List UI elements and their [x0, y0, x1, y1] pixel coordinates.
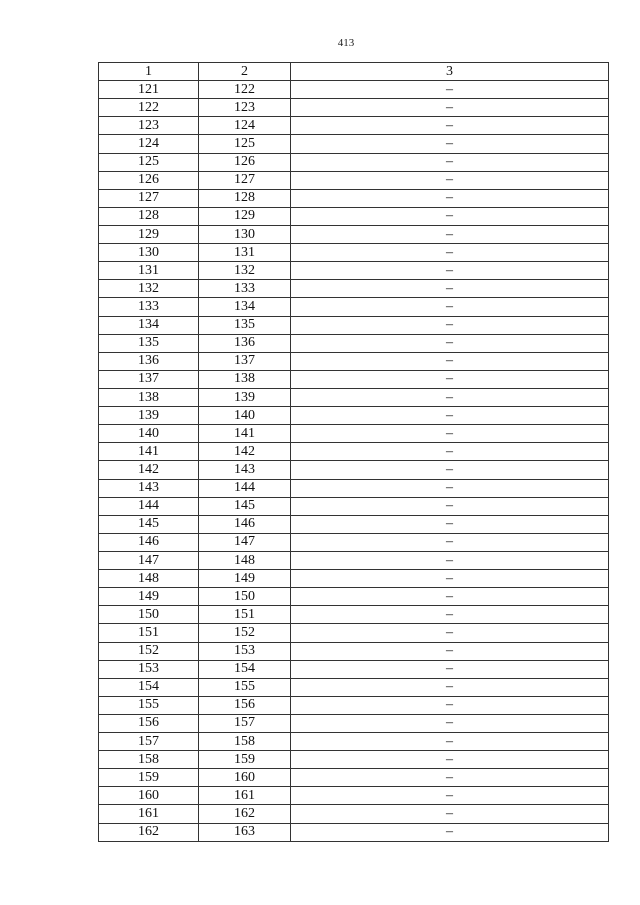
table-cell-col-2: 134	[199, 298, 291, 316]
table-cell-col-1: 148	[99, 570, 199, 588]
table-cell-col-3: –	[291, 479, 609, 497]
table-cell-col-1: 122	[99, 99, 199, 117]
table-row	[99, 787, 609, 805]
table-cell-col-2: 156	[199, 696, 291, 714]
table-cell-col-1: 152	[99, 642, 199, 660]
table-cell-col-1: 141	[99, 443, 199, 461]
table-cell-col-2: 145	[199, 497, 291, 515]
table-row	[99, 425, 609, 443]
column-header-1: 1	[99, 63, 199, 81]
table-cell-col-2: 128	[199, 189, 291, 207]
table-row	[99, 624, 609, 642]
table-cell-col-1: 142	[99, 461, 199, 479]
table-cell-col-3: –	[291, 298, 609, 316]
table-cell-col-3: –	[291, 425, 609, 443]
table-cell-col-3: –	[291, 751, 609, 769]
table-cell-col-3: –	[291, 805, 609, 823]
table-cell-col-1: 140	[99, 425, 199, 443]
table-cell-col-3: –	[291, 660, 609, 678]
table-row	[99, 515, 609, 533]
table-cell-col-3: –	[291, 733, 609, 751]
data-table	[98, 62, 609, 842]
table-cell-col-3: –	[291, 117, 609, 135]
table-cell-col-2: 146	[199, 515, 291, 533]
table-row	[99, 660, 609, 678]
table-cell-col-3: –	[291, 81, 609, 99]
table-cell-col-3: –	[291, 714, 609, 732]
table-cell-col-1: 155	[99, 696, 199, 714]
table-row	[99, 678, 609, 696]
table-cell-col-3: –	[291, 316, 609, 334]
table-cell-col-2: 127	[199, 171, 291, 189]
table-cell-col-1: 157	[99, 733, 199, 751]
table-cell-col-1: 130	[99, 244, 199, 262]
table-cell-col-1: 121	[99, 81, 199, 99]
table-cell-col-3: –	[291, 533, 609, 551]
table-row	[99, 805, 609, 823]
table-cell-col-2: 152	[199, 624, 291, 642]
table-cell-col-2: 150	[199, 588, 291, 606]
table-row	[99, 407, 609, 425]
table-cell-col-2: 123	[199, 99, 291, 117]
table-cell-col-1: 124	[99, 135, 199, 153]
table-cell-col-1: 138	[99, 388, 199, 406]
table-cell-col-1: 160	[99, 787, 199, 805]
table-cell-col-3: –	[291, 642, 609, 660]
table-row	[99, 81, 609, 99]
table-cell-col-1: 158	[99, 751, 199, 769]
table-cell-col-2: 143	[199, 461, 291, 479]
table-cell-col-2: 157	[199, 714, 291, 732]
table-cell-col-3: –	[291, 370, 609, 388]
table-cell-col-1: 123	[99, 117, 199, 135]
table-cell-col-3: –	[291, 352, 609, 370]
table-row	[99, 352, 609, 370]
table-cell-col-3: –	[291, 678, 609, 696]
table-row	[99, 479, 609, 497]
table-row	[99, 370, 609, 388]
table-row	[99, 388, 609, 406]
table-cell-col-1: 153	[99, 660, 199, 678]
table-cell-col-3: –	[291, 823, 609, 841]
table-cell-col-1: 150	[99, 606, 199, 624]
table-cell-col-2: 125	[199, 135, 291, 153]
table-cell-col-1: 162	[99, 823, 199, 841]
table-row	[99, 714, 609, 732]
table-row	[99, 244, 609, 262]
table-cell-col-3: –	[291, 443, 609, 461]
table-row	[99, 225, 609, 243]
table-row	[99, 280, 609, 298]
table-row	[99, 570, 609, 588]
table-cell-col-3: –	[291, 461, 609, 479]
table-cell-col-2: 137	[199, 352, 291, 370]
table-cell-col-2: 159	[199, 751, 291, 769]
table-cell-col-1: 127	[99, 189, 199, 207]
table-cell-col-3: –	[291, 515, 609, 533]
table-cell-col-1: 132	[99, 280, 199, 298]
table-row	[99, 533, 609, 551]
table-cell-col-3: –	[291, 99, 609, 117]
table-cell-col-1: 135	[99, 334, 199, 352]
table-cell-col-3: –	[291, 551, 609, 569]
table-row	[99, 642, 609, 660]
table-cell-col-2: 153	[199, 642, 291, 660]
table-cell-col-2: 124	[199, 117, 291, 135]
table-header-row	[99, 63, 609, 81]
table-cell-col-3: –	[291, 334, 609, 352]
table-row	[99, 751, 609, 769]
table-row	[99, 171, 609, 189]
table-cell-col-1: 137	[99, 370, 199, 388]
table-cell-col-2: 147	[199, 533, 291, 551]
table-cell-col-1: 146	[99, 533, 199, 551]
table-cell-col-3: –	[291, 207, 609, 225]
table-cell-col-2: 155	[199, 678, 291, 696]
table-row	[99, 588, 609, 606]
table-row	[99, 733, 609, 751]
table-cell-col-2: 162	[199, 805, 291, 823]
table-cell-col-1: 139	[99, 407, 199, 425]
table-cell-col-2: 163	[199, 823, 291, 841]
table-cell-col-1: 149	[99, 588, 199, 606]
table-cell-col-2: 130	[199, 225, 291, 243]
table-cell-col-1: 145	[99, 515, 199, 533]
table-cell-col-2: 149	[199, 570, 291, 588]
table-row	[99, 117, 609, 135]
table-row	[99, 334, 609, 352]
table-cell-col-2: 138	[199, 370, 291, 388]
table-row	[99, 443, 609, 461]
table-cell-col-3: –	[291, 769, 609, 787]
table-row	[99, 135, 609, 153]
table-cell-col-1: 136	[99, 352, 199, 370]
table-cell-col-3: –	[291, 407, 609, 425]
table-cell-col-1: 129	[99, 225, 199, 243]
table-cell-col-3: –	[291, 388, 609, 406]
table-cell-col-2: 142	[199, 443, 291, 461]
table-row	[99, 461, 609, 479]
table-row	[99, 769, 609, 787]
table-cell-col-3: –	[291, 497, 609, 515]
column-header-3: 3	[291, 63, 609, 81]
table-cell-col-1: 159	[99, 769, 199, 787]
table-row	[99, 823, 609, 841]
table-cell-col-2: 133	[199, 280, 291, 298]
table-row	[99, 153, 609, 171]
table-cell-col-1: 128	[99, 207, 199, 225]
table-cell-col-3: –	[291, 189, 609, 207]
table-cell-col-2: 154	[199, 660, 291, 678]
table-cell-col-3: –	[291, 624, 609, 642]
table-row	[99, 207, 609, 225]
table-cell-col-2: 141	[199, 425, 291, 443]
table-cell-col-3: –	[291, 787, 609, 805]
table-cell-col-2: 126	[199, 153, 291, 171]
table-row	[99, 99, 609, 117]
table-cell-col-1: 154	[99, 678, 199, 696]
table-cell-col-3: –	[291, 606, 609, 624]
table-cell-col-3: –	[291, 696, 609, 714]
table-cell-col-1: 133	[99, 298, 199, 316]
table-cell-col-1: 126	[99, 171, 199, 189]
table-cell-col-3: –	[291, 244, 609, 262]
table-cell-col-1: 156	[99, 714, 199, 732]
table-cell-col-3: –	[291, 171, 609, 189]
table-cell-col-3: –	[291, 280, 609, 298]
table-row	[99, 497, 609, 515]
table-cell-col-2: 158	[199, 733, 291, 751]
table-cell-col-2: 144	[199, 479, 291, 497]
table-row	[99, 606, 609, 624]
table-row	[99, 189, 609, 207]
table-cell-col-2: 135	[199, 316, 291, 334]
page-number: 413	[337, 37, 355, 49]
table-cell-col-1: 125	[99, 153, 199, 171]
table-row	[99, 316, 609, 334]
table-cell-col-2: 151	[199, 606, 291, 624]
table-cell-col-1: 134	[99, 316, 199, 334]
table-cell-col-1: 161	[99, 805, 199, 823]
table-cell-col-3: –	[291, 153, 609, 171]
table-cell-col-2: 148	[199, 551, 291, 569]
table-cell-col-1: 144	[99, 497, 199, 515]
table-row	[99, 551, 609, 569]
table-cell-col-1: 143	[99, 479, 199, 497]
table-cell-col-3: –	[291, 570, 609, 588]
table-row	[99, 298, 609, 316]
table-cell-col-3: –	[291, 135, 609, 153]
table-cell-col-2: 131	[199, 244, 291, 262]
table-cell-col-2: 122	[199, 81, 291, 99]
table-cell-col-2: 139	[199, 388, 291, 406]
table-cell-col-2: 140	[199, 407, 291, 425]
column-header-2: 2	[199, 63, 291, 81]
table-cell-col-1: 147	[99, 551, 199, 569]
table-cell-col-3: –	[291, 588, 609, 606]
table-cell-col-1: 131	[99, 262, 199, 280]
table-cell-col-2: 161	[199, 787, 291, 805]
table-row	[99, 262, 609, 280]
table-cell-col-3: –	[291, 225, 609, 243]
table-cell-col-2: 136	[199, 334, 291, 352]
table-cell-col-2: 129	[199, 207, 291, 225]
table-cell-col-1: 151	[99, 624, 199, 642]
table-body	[99, 81, 609, 842]
table-cell-col-2: 132	[199, 262, 291, 280]
table-cell-col-3: –	[291, 262, 609, 280]
table-row	[99, 696, 609, 714]
table-cell-col-2: 160	[199, 769, 291, 787]
